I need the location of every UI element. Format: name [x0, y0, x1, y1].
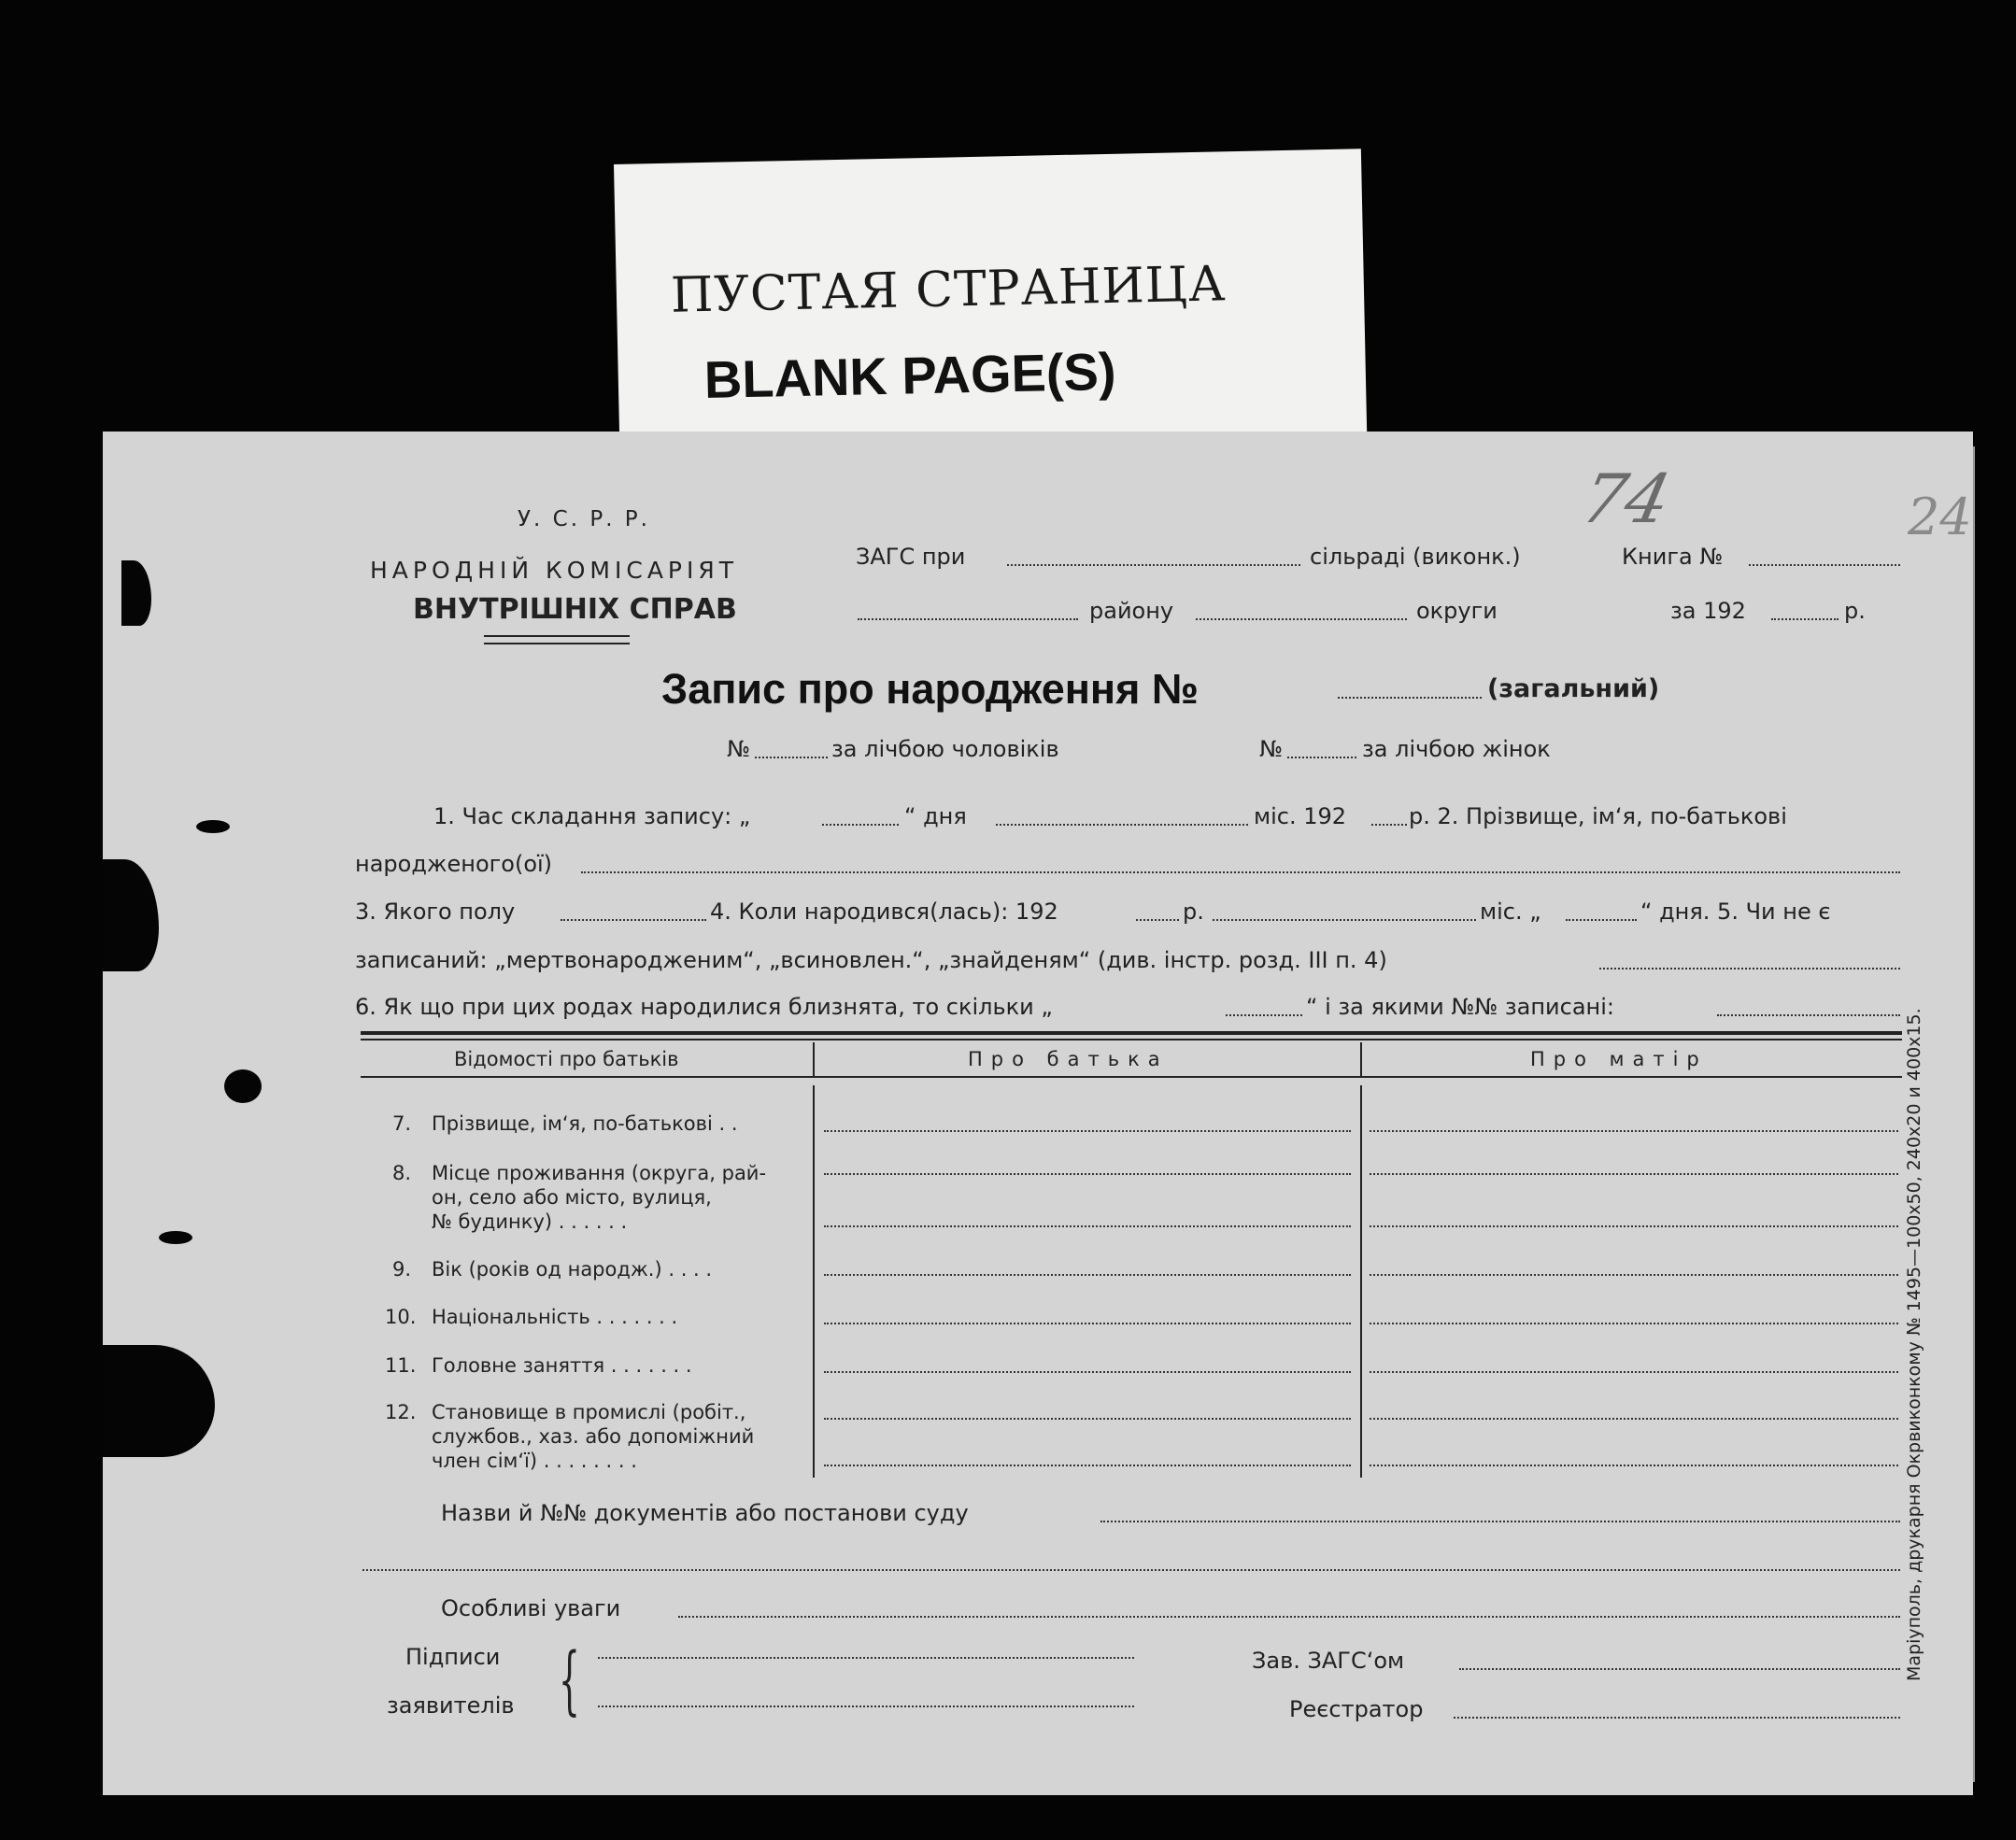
- table-header-rule: [361, 1076, 1902, 1078]
- row-7-label: Прізвище, ім‘я, по-батькові . .: [432, 1112, 738, 1135]
- row-10-father-field[interactable]: [824, 1323, 1351, 1324]
- row-8-mother-field[interactable]: [1370, 1173, 1898, 1175]
- tear-mark: [159, 1231, 192, 1244]
- row-12-number: 12.: [385, 1401, 417, 1423]
- row-10-number: 10.: [385, 1306, 417, 1328]
- header-underline: [484, 635, 630, 637]
- blank-page-card: [614, 149, 1367, 454]
- item-1-label: 1. Час складання запису: „: [433, 803, 751, 829]
- item-3-label: 3. Якого полу: [355, 899, 516, 925]
- men-count-label: за лічбою чоловіків: [831, 736, 1059, 762]
- zags-field[interactable]: [1007, 564, 1300, 566]
- year-suffix: р.: [1844, 598, 1866, 624]
- item-1-day-label: “ дня: [904, 803, 967, 829]
- row-8-number: 8.: [392, 1162, 412, 1184]
- row-7-mother-field[interactable]: [1370, 1130, 1898, 1132]
- applicant-signature-1[interactable]: [598, 1657, 1134, 1659]
- applicants-label: заявителів: [387, 1692, 515, 1719]
- blank-page-ru: ПУСТАЯ СТРАНИЦА: [670, 256, 1228, 324]
- row-12-label-3: член сім‘ї) . . . . . . . .: [432, 1450, 637, 1472]
- item-2-continued: народженого(ої): [355, 851, 553, 877]
- blank-page-en: BLANK PAGE(S): [703, 341, 1117, 410]
- okrugy-label: округи: [1416, 598, 1498, 624]
- item-1-month-field[interactable]: [996, 824, 1248, 826]
- table-divider: [1360, 1085, 1362, 1478]
- row-12-father-field[interactable]: [824, 1418, 1351, 1420]
- form-title: Запис про народження №: [661, 665, 1200, 713]
- row-12-label-1: Становище в промислі (робіт.,: [432, 1401, 746, 1423]
- row-11-father-field[interactable]: [824, 1371, 1351, 1373]
- raion-label: району: [1089, 598, 1174, 624]
- women-number-field[interactable]: [1287, 757, 1356, 758]
- table-top-rule: [361, 1039, 1902, 1040]
- applicant-signature-2[interactable]: [598, 1706, 1134, 1707]
- notes-label: Особливі уваги: [441, 1595, 621, 1621]
- table-divider: [813, 1042, 815, 1076]
- row-12-father-field-2[interactable]: [824, 1465, 1351, 1466]
- signatures-label: Підписи: [405, 1644, 501, 1670]
- men-number-sign: №: [727, 736, 750, 762]
- women-count-label: за лічбою жінок: [1362, 736, 1551, 762]
- notes-field[interactable]: [678, 1616, 1900, 1618]
- row-9-label: Вік (років од народж.) . . . .: [432, 1258, 713, 1281]
- item-1-month-label: міс. 192: [1254, 803, 1347, 829]
- zags-label: ЗАГС при: [856, 544, 966, 570]
- item-6-numbers-label: “ і за якими №№ записані:: [1306, 994, 1614, 1020]
- row-12-mother-field-2[interactable]: [1370, 1465, 1898, 1466]
- row-11-label: Головне заняття . . . . . . .: [432, 1354, 692, 1377]
- item-5-continued: записаний: „мертвонародженим“, „всиновлен.“, „знайденям“ (див. інстр. розд. III п. 4): [355, 947, 1387, 973]
- tear-mark: [196, 820, 230, 833]
- item-6-count-field[interactable]: [1226, 1014, 1302, 1016]
- row-10-mother-field[interactable]: [1370, 1323, 1898, 1324]
- row-8-label-2: он, село або місто, вулиця,: [432, 1186, 712, 1209]
- record-number-field[interactable]: [1338, 697, 1482, 699]
- item-2-label: р. 2. Прізвище, ім‘я, по-батькові: [1409, 803, 1787, 829]
- row-8-label-1: Місце проживання (округа, рай-: [432, 1162, 767, 1184]
- raion-field[interactable]: [858, 618, 1078, 620]
- registrar-signature[interactable]: [1454, 1717, 1900, 1719]
- row-9-number: 9.: [392, 1258, 412, 1281]
- table-top-rule: [361, 1031, 1902, 1035]
- documents-label: Назви й №№ документів або постанови суду: [441, 1500, 969, 1526]
- year-label: за 192: [1670, 598, 1746, 624]
- row-10-label: Національність . . . . . . .: [432, 1306, 678, 1328]
- item-6-numbers-field[interactable]: [1717, 1014, 1900, 1016]
- row-11-number: 11.: [385, 1354, 417, 1377]
- table-header-parents: Відомості про батьків: [454, 1048, 679, 1070]
- item-5-label: “ дня. 5. Чи не є: [1640, 899, 1831, 925]
- women-number-sign: №: [1259, 736, 1283, 762]
- item-4-day-field[interactable]: [1566, 919, 1637, 921]
- head-zags-label: Зав. ЗАГС‘ом: [1252, 1648, 1405, 1674]
- item-6-label: 6. Як що при цих родах народилися близнята, то скільки „: [355, 994, 1053, 1020]
- row-8-label-3: № будинку) . . . . . .: [432, 1210, 628, 1233]
- table-header-mother: Про матір: [1530, 1048, 1708, 1070]
- signatures-brace: {: [559, 1636, 580, 1723]
- row-7-number: 7.: [392, 1112, 412, 1135]
- item-5-field[interactable]: [1599, 968, 1900, 970]
- table-divider: [1360, 1042, 1362, 1076]
- item-1-day-field[interactable]: [822, 824, 899, 826]
- head-zags-signature[interactable]: [1459, 1668, 1900, 1670]
- title-suffix: (загальний): [1487, 674, 1660, 703]
- item-3-sex-field[interactable]: [561, 919, 706, 921]
- item-4-label: 4. Коли народився(лась): 192: [710, 899, 1058, 925]
- row-12-label-2: службов., хаз. або допоміжний: [432, 1425, 755, 1448]
- item-4-month-field[interactable]: [1213, 919, 1476, 921]
- documents-field-2[interactable]: [362, 1569, 1900, 1571]
- printer-imprint: Маріуполь, друкарня Окрвиконкому № 1495—100x50, 240x20 и 400x15.: [1904, 1008, 1924, 1681]
- header-commissariat: НАРОДНІЙ КОМІСАРІЯТ: [370, 557, 739, 584]
- men-number-field[interactable]: [755, 757, 828, 758]
- okrugy-field[interactable]: [1196, 618, 1407, 620]
- item-4-year-field[interactable]: [1136, 919, 1179, 921]
- item-1-year-field[interactable]: [1371, 824, 1407, 826]
- header-internal-affairs: ВНУТРІШНІХ СПРАВ: [413, 593, 737, 626]
- header-ussr: У. С. Р. Р.: [518, 507, 650, 531]
- item-4-month-label: міс. „: [1480, 899, 1541, 925]
- table-divider: [813, 1085, 815, 1478]
- row-12-mother-field[interactable]: [1370, 1418, 1898, 1420]
- row-8-father-field-2[interactable]: [824, 1225, 1351, 1227]
- silradi-label: сільраді (виконк.): [1310, 544, 1521, 570]
- table-header-father: Про батька: [968, 1048, 1169, 1070]
- book-label: Книга №: [1622, 544, 1724, 570]
- row-9-father-field[interactable]: [824, 1274, 1351, 1276]
- birth-record-form: [103, 432, 1973, 1795]
- documents-field[interactable]: [1100, 1521, 1900, 1522]
- row-7-father-field[interactable]: [824, 1130, 1351, 1132]
- registrar-label: Реєстратор: [1289, 1696, 1424, 1722]
- handwritten-page-number: 74: [1575, 460, 1678, 538]
- item-4-year-suffix: р.: [1183, 899, 1204, 925]
- tear-mark: [224, 1069, 262, 1103]
- year-field[interactable]: [1771, 618, 1839, 620]
- item-2-name-field[interactable]: [581, 871, 1900, 873]
- header-underline: [484, 643, 630, 644]
- handwritten-corner-mark: 24: [1908, 488, 1972, 546]
- row-8-mother-field-2[interactable]: [1370, 1225, 1898, 1227]
- row-9-mother-field[interactable]: [1370, 1274, 1898, 1276]
- row-8-father-field[interactable]: [824, 1173, 1351, 1175]
- book-field[interactable]: [1749, 564, 1900, 566]
- row-11-mother-field[interactable]: [1370, 1371, 1898, 1373]
